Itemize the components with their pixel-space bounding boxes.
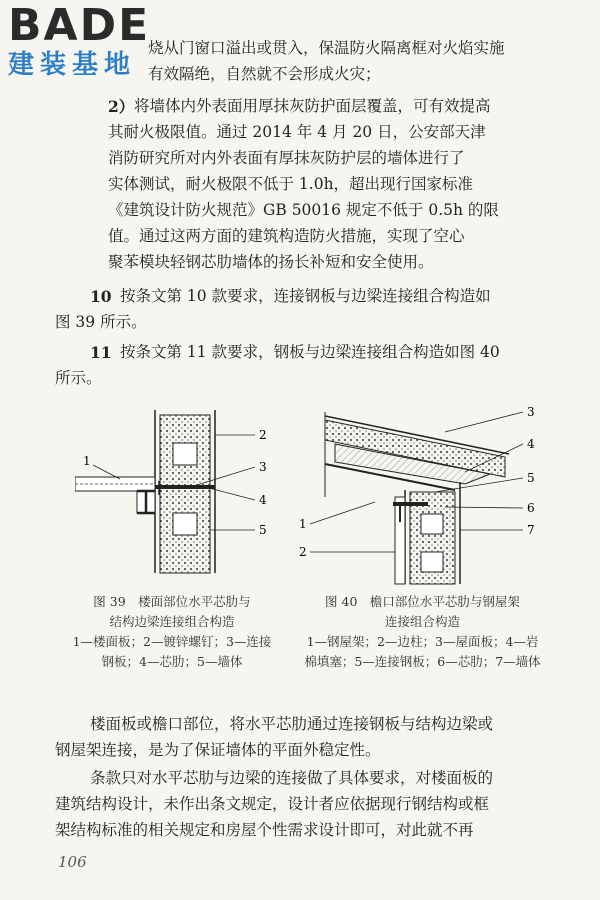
after-line-0: 楼面板或檐口部位，将水平芯肋通过连接钢板与结构边梁或 xyxy=(90,715,494,733)
fig40-callout-1: 1 xyxy=(299,517,307,531)
fig40-title-line2: 连接组合构造 xyxy=(384,614,460,629)
after-line-1: 钢屋架连接，是为了保证墙体的平面外稳定性。 xyxy=(55,741,381,759)
fig40-callout-6: 6 xyxy=(527,501,535,515)
item2-line-0: 将墙体内外表面用厚抹灰防护面层覆盖，可有效提高 xyxy=(134,97,491,115)
fig39-callout-5: 5 xyxy=(259,523,267,537)
p11-line1: 按条文第 11 款要求，钢板与边梁连接组合构造如图 40 xyxy=(120,343,500,361)
figure-39-drawing xyxy=(75,405,280,585)
fig39-callout-1: 1 xyxy=(83,454,91,468)
fig40-callout-7: 7 xyxy=(527,523,535,537)
after-line-4: 架结构标准的相关规定和房屋个性需求设计即可，对此就不再 xyxy=(55,821,474,839)
after-line-2: 条款只对水平芯肋与边梁的连接做了具体要求，对楼面板的 xyxy=(90,769,494,787)
p11-number: 11 xyxy=(90,343,112,362)
fig40-legend-line1: 1—钢屋架；2—边柱；3—屋面板；4—岩 xyxy=(306,634,539,649)
logo-chinese: 建装基地 xyxy=(8,50,137,80)
text-line-top2: 有效隔绝，自然就不会形成火灾； xyxy=(148,65,381,83)
fig39-callout-2: 2 xyxy=(259,428,267,442)
figure-40-drawing xyxy=(295,402,550,587)
p10-number: 10 xyxy=(90,287,112,306)
item2-line-4: 《建筑设计防火规范》GB 50016 规定不低于 0.5h 的限 xyxy=(108,201,499,219)
fig39-callout-3: 3 xyxy=(259,460,267,474)
fig39-title-line1: 图 39 楼面部位水平芯肋与 xyxy=(93,594,251,609)
item2-line-1: 其耐火极限值。通过 2014 年 4 月 20 日，公安部天津 xyxy=(108,123,486,141)
p11-line2: 所示。 xyxy=(55,369,102,387)
p10-line1: 按条文第 10 款要求，连接钢板与边梁连接组合构造如 xyxy=(120,287,491,305)
fig40-callout-3: 3 xyxy=(527,405,535,419)
fig39-legend-line2: 钢板；4—芯肋；5—墙体 xyxy=(101,654,243,669)
fig39-title-line2: 结构边梁连接组合构造 xyxy=(109,614,235,629)
text-line-top1: 烧从门窗口溢出或贯入，保温防火隔离框对火焰实施 xyxy=(148,39,505,57)
fig39-legend-line1: 1—楼面板；2—镀锌螺钉；3—连接 xyxy=(72,634,272,649)
item2-line-3: 实体测试，耐火极限不低于 1.0h，超出现行国家标准 xyxy=(108,175,474,193)
fig40-callout-4: 4 xyxy=(527,437,535,451)
fig40-callout-2: 2 xyxy=(299,545,307,559)
item2-line-2: 消防研究所对内外表面有厚抹灰防护层的墙体进行了 xyxy=(108,149,465,167)
fig40-callout-5: 5 xyxy=(527,471,535,485)
after-line-3: 建筑结构设计，未作出条文规定，设计者应依据现行钢结构或框 xyxy=(55,795,490,813)
fig39-callout-4: 4 xyxy=(259,493,267,507)
item2-number: 2） xyxy=(108,97,135,116)
p10-line2: 图 39 所示。 xyxy=(55,313,147,331)
logo-latin: BADE xyxy=(8,0,151,51)
fig40-title-line1: 图 40 檐口部位水平芯肋与钢屋架 xyxy=(325,594,520,609)
item2-line-6: 聚苯模块轻钢芯肋墙体的扬长补短和安全使用。 xyxy=(108,253,434,271)
fig40-legend-line2: 棉填塞；5—连接钢板；6—芯肋；7—墙体 xyxy=(304,654,541,669)
item2-line-5: 值。通过这两方面的建筑构造防火措施，实现了空心 xyxy=(108,227,465,245)
page-number: 106 xyxy=(58,853,87,871)
